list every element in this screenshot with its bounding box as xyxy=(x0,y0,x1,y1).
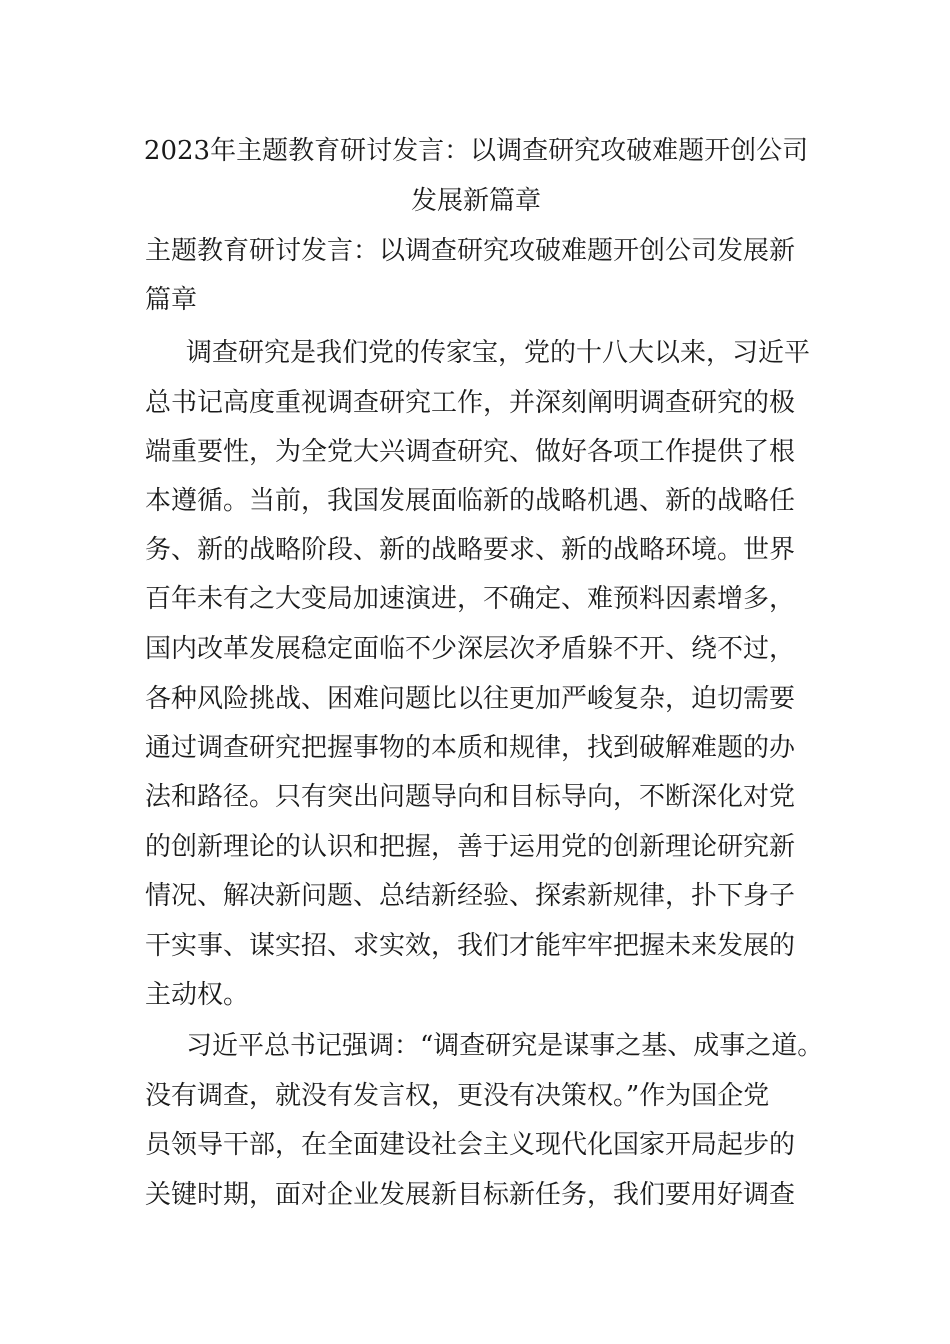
paragraph-1-line: 端重要性，为全党大兴调查研究、做好各项工作提供了根 xyxy=(145,437,796,467)
paragraph-2-line: 没有调查，就没有发言权，更没有决策权。”作为国企党 xyxy=(145,1081,770,1111)
document-title-line-2: 发展新篇章 xyxy=(410,186,541,216)
subtitle-line-1: 主题教育研讨发言：以调查研究攻破难题开创公司发展新 xyxy=(145,236,796,266)
subtitle-line-2: 篇章 xyxy=(145,285,198,315)
paragraph-2-line: 员领导干部，在全面建设社会主义现代化国家开局起步的 xyxy=(145,1130,796,1160)
paragraph-1-line: 总书记高度重视调查研究工作，并深刻阐明调查研究的极 xyxy=(145,388,796,418)
paragraph-1-line: 干实事、谋实招、求实效，我们才能牢牢把握未来发展的 xyxy=(145,931,796,961)
paragraph-1-line: 国内改革发展稳定面临不少深层次矛盾躲不开、绕不过， xyxy=(145,634,796,664)
paragraph-1-line: 各种风险挑战、困难问题比以往更加严峻复杂，迫切需要 xyxy=(145,684,796,714)
paragraph-1-line: 的创新理论的认识和把握，善于运用党的创新理论研究新 xyxy=(145,832,796,862)
paragraph-1-line: 百年未有之大变局加速演进，不确定、难预料因素增多， xyxy=(145,584,796,614)
paragraph-1-line: 通过调查研究把握事物的本质和规律，找到破解难题的办 xyxy=(145,733,796,763)
paragraph-1-line: 情况、解决新问题、总结新经验、探索新规律，扑下身子 xyxy=(145,881,796,911)
document-title-line-1: 2023年主题教育研讨发言：以调查研究攻破难题开创公司 xyxy=(143,136,809,166)
paragraph-2-line: 关键时期，面对企业发展新目标新任务，我们要用好调查 xyxy=(145,1180,796,1210)
paragraph-1-line: 本遵循。当前，我国发展面临新的战略机遇、新的战略任 xyxy=(145,486,796,516)
paragraph-2-line: 习近平总书记强调：“调查研究是谋事之基、成事之道。 xyxy=(186,1031,824,1061)
paragraph-1-line: 务、新的战略阶段、新的战略要求、新的战略环境。世界 xyxy=(145,535,796,565)
paragraph-1-line: 法和路径。只有突出问题导向和目标导向，不断深化对党 xyxy=(145,782,796,812)
paragraph-1-line: 主动权。 xyxy=(145,980,250,1010)
paragraph-1-line: 调查研究是我们党的传家宝，党的十八大以来，习近平 xyxy=(186,338,811,368)
